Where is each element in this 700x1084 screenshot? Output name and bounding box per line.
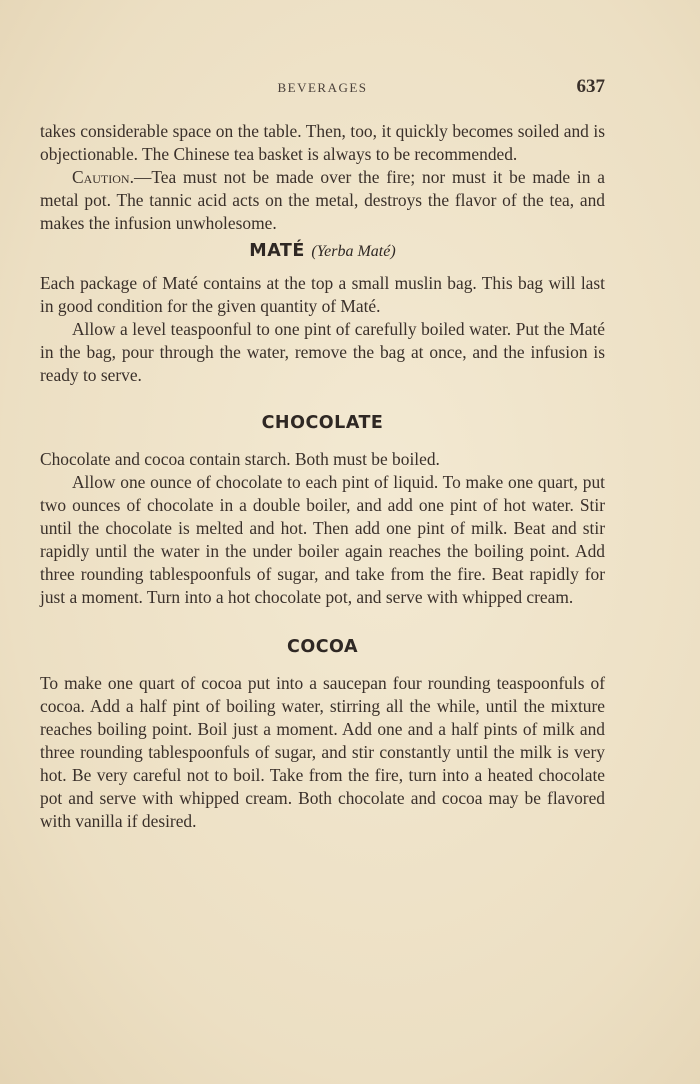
chocolate-heading: CHOCOLATE — [261, 413, 384, 433]
caution-text: —Tea must not be made over the fire; nor must it be made in a metal pot. The tannic acid acts on the metal, destroys the flavor of the tea, and makes the infusion unwholesome. — [40, 167, 605, 233]
caution-paragraph — [40, 166, 605, 235]
continuation-paragraph: takes considerable space on the table. Then, too, it quickly becomes soiled and is objectionable. The Chinese tea basket is always to be recommended. — [40, 121, 605, 164]
mate-title: MATÉ — [249, 241, 305, 261]
page-number: 637 — [576, 76, 605, 97]
mate-open-paren: ( — [311, 243, 317, 260]
page-body — [40, 120, 605, 833]
mate-subtitle: Yerba Maté — [316, 243, 391, 260]
mate-paragraph-1: Each package of Maté contains at the top a small muslin bag. This bag will last in good condition for the given quantity of Maté. — [40, 273, 605, 316]
running-head — [40, 76, 605, 100]
mate-heading — [40, 240, 605, 263]
cocoa-heading: COCOA — [286, 637, 358, 657]
cocoa-paragraph-1: To make one quart of cocoa put into a saucepan four rounding teaspoonfuls of cocoa. Add a half pint of boiling water, stirring all the while, until the mixture reaches boiling point. Boil just a moment. Add one and a half pints of milk and three rounding tablespoonfuls of sugar, and stir constantly until the milk is very hot. Be very careful not to boil. Take from the fire, turn into a heated chocolate pot and serve with whipped cream. Both chocolate and cocoa may be flavored with vanilla if desired. — [40, 673, 605, 831]
mate-paragraph-2: Allow a level teaspoonful to one pint of carefully boiled water. Put the Maté in the bag, pour through the water, remove the bag at once, and the infusion is ready to serve. — [40, 319, 605, 385]
mate-close-paren: ) — [390, 243, 396, 260]
running-head-title: BEVERAGES — [277, 80, 368, 95]
chocolate-paragraph-1: Chocolate and cocoa contain starch. Both must be boiled. — [40, 449, 440, 469]
caution-label: Caution. — [72, 167, 134, 187]
chocolate-paragraph-2: Allow one ounce of chocolate to each pint of liquid. To make one quart, put two ounces of chocolate in a double boiler, and add one pint of hot water. Stir until the chocolate is melted and hot. Then add one pint of milk. Beat and stir rapidly until the water in the under boiler again reaches the boiling point. Add three rounding tablespoonfuls of sugar, and take from the fire. Beat rapidly for just a moment. Turn into a hot chocolate pot, and serve with whipped cream. — [40, 472, 605, 607]
